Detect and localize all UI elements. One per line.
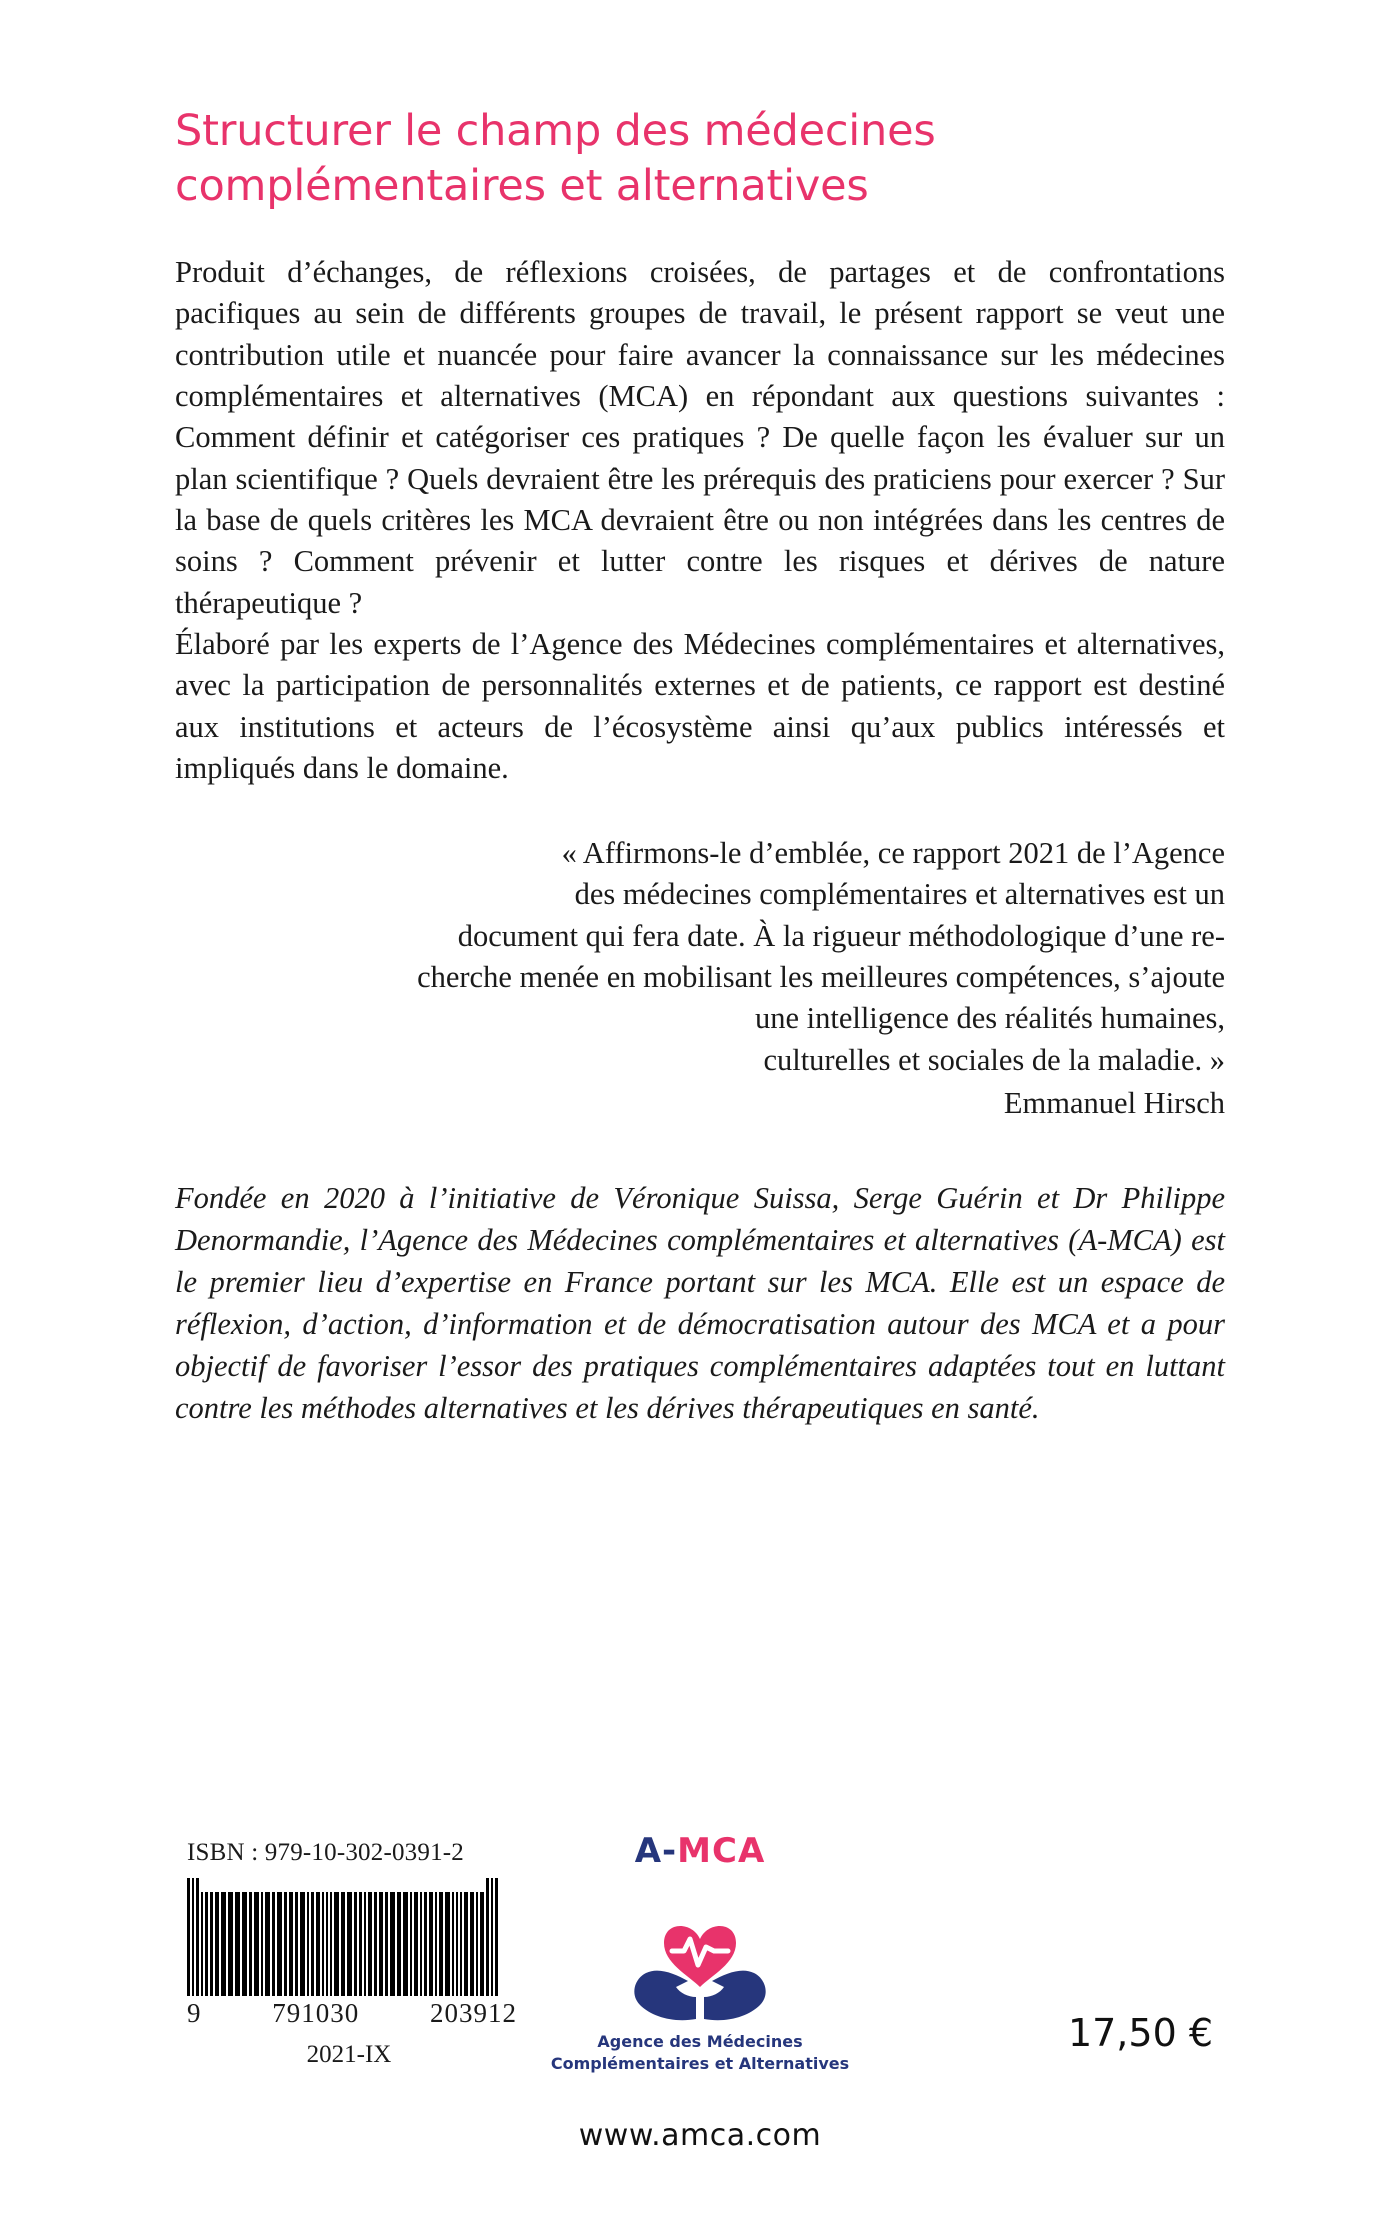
barcode-digits xyxy=(179,1998,517,2029)
amca-logo-block xyxy=(535,1831,865,2153)
barcode-bar xyxy=(330,1892,332,1996)
barcode-bar xyxy=(261,1892,263,1996)
pull-quote-line-2: des médecines complémentaires et alternatives est un xyxy=(574,877,1225,912)
barcode-bar xyxy=(201,1892,203,1996)
pull-quote-line-6: culturelles et sociales de la maladie. » xyxy=(763,1042,1225,1077)
barcode-bar xyxy=(289,1892,293,1996)
footer xyxy=(175,1831,1225,2154)
barcode-bar xyxy=(385,1892,388,1996)
isbn-text: ISBN : 979-10-302-0391-2 xyxy=(187,1839,465,1866)
isbn-barcode xyxy=(179,1878,539,1996)
barcode-bar xyxy=(254,1892,259,1996)
barcode-bar xyxy=(242,1892,247,1996)
barcode-bar xyxy=(284,1892,287,1996)
barcode-bar xyxy=(341,1892,345,1996)
barcode-bar xyxy=(295,1892,298,1996)
amca-wordmark xyxy=(535,1831,865,1871)
website-url[interactable]: www.amca.com xyxy=(578,2118,822,2154)
barcode-bar xyxy=(374,1892,377,1996)
pull-quote-line-4: cherche menée en mobilisant les meilleures compétences, s’ajoute xyxy=(417,960,1225,995)
barcode-bar xyxy=(265,1892,270,1996)
barcode-bar xyxy=(300,1892,305,1996)
pull-quote xyxy=(175,833,1225,1124)
barcode-bar xyxy=(486,1878,489,1996)
about-organization-block xyxy=(175,1178,1225,1430)
barcode-bar xyxy=(403,1892,408,1996)
description-block xyxy=(175,252,1225,789)
barcode-bar xyxy=(221,1892,226,1996)
barcode-bar xyxy=(424,1892,427,1996)
barcode-bar xyxy=(272,1892,275,1996)
barcode-bar xyxy=(205,1892,208,1996)
barcode-bar xyxy=(429,1892,433,1996)
barcode-digit-group-2: 203912 xyxy=(430,1998,517,2028)
amca-logo-caption-line-2: Complémentaires et Alternatives xyxy=(550,2053,850,2073)
amca-logo-caption-line-1: Agence des Médecines xyxy=(597,2032,803,2051)
barcode-bar xyxy=(379,1892,383,1996)
barcode-digit-first: 9 xyxy=(187,1998,202,2028)
barcode-bar xyxy=(456,1892,458,1996)
amca-wordmark-dash: - xyxy=(662,1831,678,1871)
pull-quote-line-5: une intelligence des réalités humaines, xyxy=(754,1001,1225,1036)
barcode-bar xyxy=(210,1892,213,1996)
heart-in-hands-icon xyxy=(600,1877,800,2027)
barcode-bar xyxy=(397,1892,401,1996)
barcode-digit-group-1: 791030 xyxy=(272,1998,360,2028)
barcode-bar xyxy=(364,1892,366,1996)
amca-wordmark-a: A xyxy=(634,1831,663,1871)
barcode-bar xyxy=(322,1892,324,1996)
barcode-bar xyxy=(491,1878,493,1996)
barcode-bar xyxy=(215,1892,219,1996)
barcode-bar xyxy=(480,1892,484,1996)
description-paragraph-2: Élaboré par les experts de l’Agence des Médecines complémentaires et alternatives, avec la participation de personnalités externes et de patients, ce rapport est destiné aux institutions et acteurs de l’écosystème ainsi qu’aux publics intéressés et impliqués dans le domaine. xyxy=(175,626,1225,785)
barcode-bar xyxy=(435,1892,437,1996)
barcode-bar xyxy=(196,1878,199,1996)
page-title-line-2: complémentaires et alternatives xyxy=(175,161,869,212)
barcode-bar xyxy=(359,1892,362,1996)
amca-wordmark-mca: MCA xyxy=(677,1831,766,1871)
barcode-bar xyxy=(470,1892,474,1996)
barcode-bar xyxy=(476,1892,478,1996)
barcode-bar xyxy=(277,1892,282,1996)
price-label: 17,50 € xyxy=(1067,2011,1213,2055)
page-title-line-1: Structurer le champ des médecines xyxy=(175,106,936,156)
barcode-bar xyxy=(187,1878,190,1996)
barcode-bar xyxy=(368,1892,372,1996)
barcode-bar xyxy=(326,1892,328,1996)
pull-quote-author: Emmanuel Hirsch xyxy=(1003,1086,1225,1120)
barcode-bar xyxy=(390,1892,395,1996)
barcode-bar xyxy=(414,1892,418,1996)
barcode-bar xyxy=(249,1892,252,1996)
barcode-bar xyxy=(307,1892,309,1996)
barcode-bar xyxy=(445,1892,450,1996)
barcode-bar xyxy=(311,1892,314,1996)
pull-quote-line-1: « Affirmons-le d’emblée, ce rapport 2021 de l’Agence xyxy=(561,836,1225,871)
barcode-bar xyxy=(420,1892,422,1996)
about-organization-text: Fondée en 2020 à l’initiative de Véronique Suissa, Serge Guérin et Dr Philippe Denormandie, l’Agence des Médecines complémentaires et alternatives (A-MCA) est le premier lieu d’expertise en France portant sur les MCA. Elle est un espace de réflexion, d’action, d’information et de démocratisation autour des MCA et a pour objectif de favoriser l’essor des pratiques complémentaires adaptées tout en luttant contre les méthodes alternatives et les dérives thérapeutiques en santé. xyxy=(175,1181,1225,1425)
barcode-bar xyxy=(495,1878,498,1996)
barcode-bar xyxy=(334,1892,339,1996)
isbn-block xyxy=(179,1839,539,2069)
barcode-bar xyxy=(228,1892,233,1996)
barcode-bar xyxy=(464,1892,468,1996)
barcode-bar xyxy=(460,1892,462,1996)
description-paragraph-1: Produit d’échanges, de réflexions croisées, de partages et de confrontations pacifiques au sein de différents groupes de travail, le présent rapport se veut une contribution utile et nuancée pour faire avancer la connaissance sur les médecines complémentaires et alternatives (MCA) en répondant aux questions suivantes : Comment définir et catégoriser ces pratiques ? De quelle façon les évaluer sur un plan scientifique ? Quels devraient être les prérequis des praticiens pour exercer ? Sur la base de quels critères les MCA devraient être ou non intégrées dans les centres de soins ? Comment prévenir et lutter contre les risques et dérives de nature thérapeutique ? xyxy=(175,255,1225,620)
barcode-bar xyxy=(410,1892,412,1996)
barcode-bar xyxy=(439,1892,443,1996)
barcode-bar xyxy=(354,1892,357,1996)
pull-quote-line-3: document qui fera date. À la rigueur méthodologique d’une re- xyxy=(457,918,1225,953)
barcode-bar xyxy=(235,1892,240,1996)
page-title xyxy=(175,0,1225,214)
barcode-bar xyxy=(347,1892,352,1996)
barcode-bar xyxy=(192,1878,194,1996)
amca-logo-caption xyxy=(535,2031,865,2074)
barcode-bar xyxy=(452,1892,454,1996)
barcode-bar xyxy=(316,1892,320,1996)
issue-code: 2021-IX xyxy=(306,2041,392,2068)
